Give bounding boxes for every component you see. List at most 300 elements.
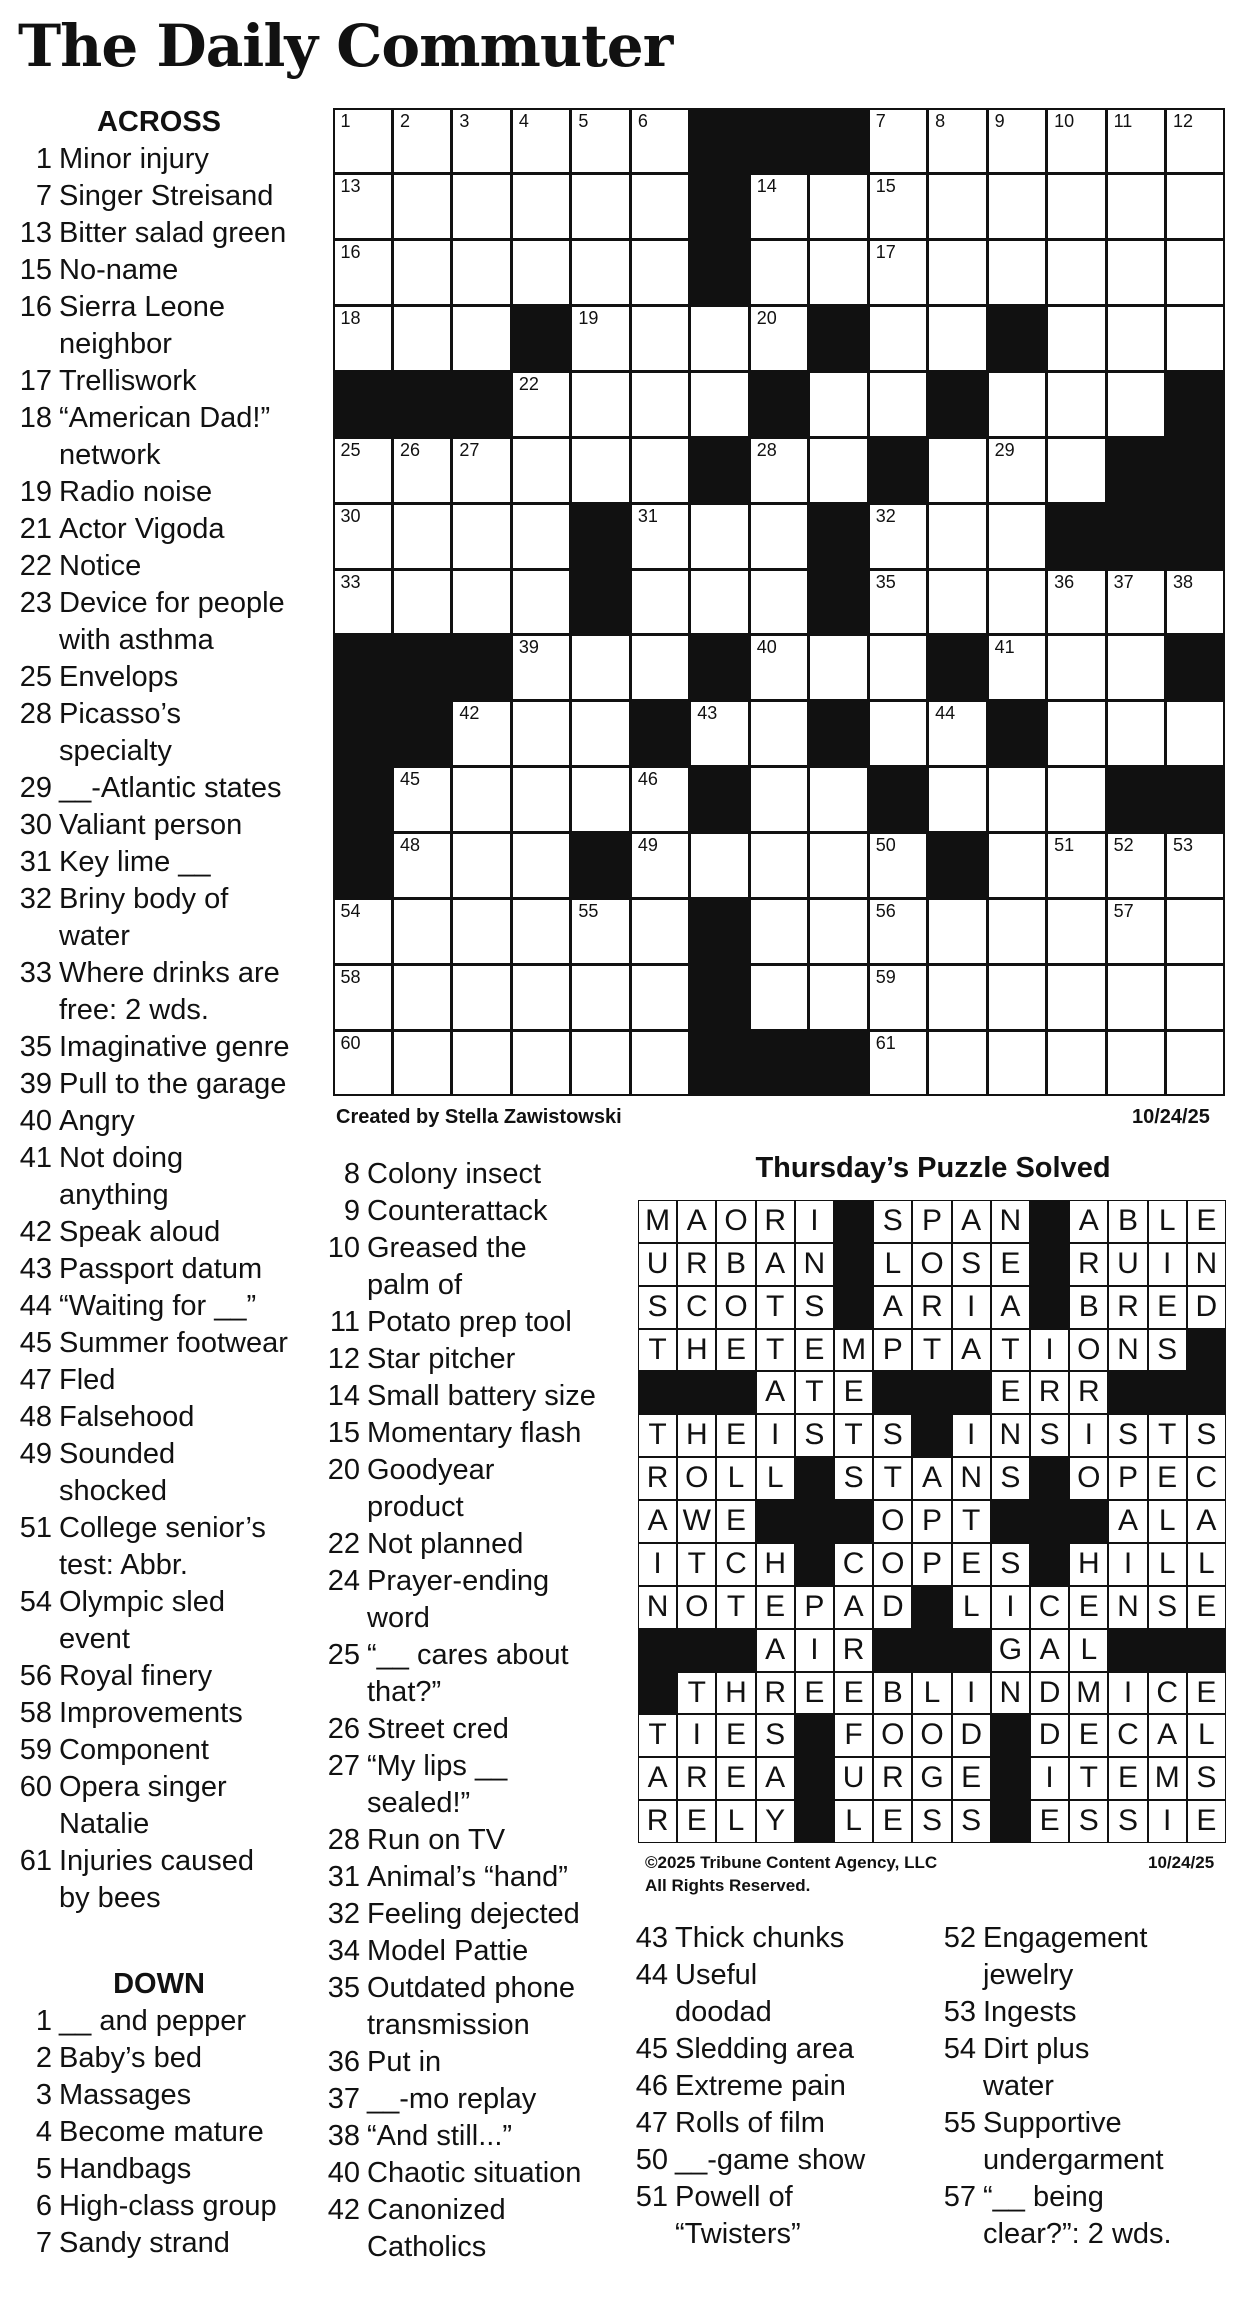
clue-text: [59, 1658, 314, 1695]
grid-cell[interactable]: [513, 373, 569, 436]
grid-cell[interactable]: [632, 900, 688, 963]
grid-cell[interactable]: [453, 241, 509, 304]
solution-cell: [1149, 1715, 1186, 1756]
grid-cell[interactable]: [751, 241, 807, 304]
grid-cell[interactable]: [870, 110, 926, 173]
solution-letter: A: [647, 1504, 668, 1538]
grid-cell[interactable]: [810, 768, 866, 831]
grid-cell[interactable]: [394, 1032, 450, 1095]
grid-cell[interactable]: [1167, 241, 1223, 304]
grid-cell[interactable]: [632, 768, 688, 831]
grid-cell[interactable]: [513, 571, 569, 634]
grid-cell[interactable]: [335, 900, 391, 963]
grid-cell[interactable]: [335, 439, 391, 502]
grid-cell[interactable]: [989, 505, 1045, 568]
grid-cell[interactable]: [1167, 571, 1223, 634]
grid-cell[interactable]: [513, 834, 569, 897]
grid-cell[interactable]: [394, 439, 450, 502]
solution-cell: [1070, 1330, 1107, 1371]
grid-cell[interactable]: [1048, 768, 1104, 831]
grid-cell[interactable]: [335, 307, 391, 370]
grid-cell[interactable]: [572, 702, 628, 765]
grid-cell[interactable]: [870, 834, 926, 897]
solution-letter: E: [1157, 1461, 1178, 1495]
grid-cell[interactable]: [572, 966, 628, 1029]
clue-number: 41: [19, 1142, 52, 1174]
solution-cell: [678, 1330, 715, 1371]
grid-cell[interactable]: [989, 439, 1045, 502]
clue-text: [59, 1843, 314, 1917]
grid-cell[interactable]: [1108, 636, 1164, 699]
grid-cell[interactable]: [870, 175, 926, 238]
solution-letter: A: [921, 1461, 942, 1495]
solution-cell: [1149, 1201, 1186, 1242]
grid-cell[interactable]: [394, 834, 450, 897]
solution-title: Thursday’s Puzzle Solved: [755, 1152, 1111, 1184]
grid-cell[interactable]: [870, 1032, 926, 1095]
grid-cell[interactable]: [870, 636, 926, 699]
grid-cell[interactable]: [1048, 900, 1104, 963]
grid-cell[interactable]: [453, 834, 509, 897]
clue-text: [983, 2031, 1238, 2105]
grid-cell[interactable]: [1048, 571, 1104, 634]
grid-cell[interactable]: [513, 241, 569, 304]
grid-cell[interactable]: [929, 1032, 985, 1095]
grid-cell[interactable]: [632, 307, 688, 370]
grid-cell[interactable]: [870, 373, 926, 436]
grid-cell[interactable]: [929, 241, 985, 304]
grid-cell[interactable]: [1167, 1032, 1223, 1095]
clue-text-line: Not doing: [59, 1142, 184, 1174]
grid-cell[interactable]: [929, 900, 985, 963]
grid-cell[interactable]: [572, 636, 628, 699]
solution-cell: [835, 1801, 872, 1842]
grid-cell[interactable]: [1108, 571, 1164, 634]
solution-letter: E: [1000, 1375, 1021, 1409]
grid-cell[interactable]: [335, 571, 391, 634]
grid-cell[interactable]: [691, 834, 747, 897]
clue-item: [322, 2155, 622, 2192]
grid-cell[interactable]: [810, 900, 866, 963]
solution-cell: [1070, 1673, 1107, 1714]
grid-cell[interactable]: [929, 966, 985, 1029]
grid-cell[interactable]: [572, 110, 628, 173]
grid-cell[interactable]: [1167, 110, 1223, 173]
grid-cell[interactable]: [1108, 966, 1164, 1029]
grid-cell[interactable]: [513, 966, 569, 1029]
grid-cell[interactable]: [513, 702, 569, 765]
cell-number: 12: [1173, 110, 1194, 131]
grid-cell[interactable]: [394, 768, 450, 831]
grid-block: [394, 636, 450, 699]
grid-cell[interactable]: [632, 636, 688, 699]
grid-cell[interactable]: [870, 241, 926, 304]
grid-cell[interactable]: [572, 768, 628, 831]
clue-number: 44: [635, 1959, 668, 1991]
grid-cell[interactable]: [989, 175, 1045, 238]
clue-text: [367, 1896, 622, 1933]
solution-cell: [913, 1287, 950, 1328]
grid-block: [691, 439, 747, 502]
grid-cell[interactable]: [1048, 175, 1104, 238]
clue-number: 30: [19, 809, 52, 841]
solution-cell: [913, 1458, 950, 1499]
grid-cell[interactable]: [810, 373, 866, 436]
cell-number: 5: [578, 110, 589, 131]
clue-item: [14, 215, 314, 252]
grid-cell[interactable]: [394, 966, 450, 1029]
cell-number: 59: [875, 966, 896, 987]
grid-cell[interactable]: [513, 1032, 569, 1095]
grid-cell[interactable]: [691, 702, 747, 765]
grid-cell[interactable]: [632, 373, 688, 436]
grid-cell[interactable]: [751, 571, 807, 634]
grid-cell[interactable]: [751, 636, 807, 699]
grid-cell[interactable]: [453, 900, 509, 963]
clue-text-line: Improvements: [59, 1697, 243, 1729]
grid-cell[interactable]: [513, 110, 569, 173]
grid-cell[interactable]: [632, 505, 688, 568]
grid-cell[interactable]: [1048, 373, 1104, 436]
solution-letter: S: [1000, 1546, 1021, 1580]
solution-letter: L: [1198, 1718, 1215, 1752]
clue-text-line: with asthma: [59, 624, 214, 656]
grid-cell[interactable]: [691, 307, 747, 370]
grid-cell[interactable]: [453, 966, 509, 1029]
grid-cell[interactable]: [513, 439, 569, 502]
solution-cell: [1070, 1372, 1107, 1413]
grid-cell[interactable]: [572, 241, 628, 304]
solution-cell: [913, 1673, 950, 1714]
grid-cell[interactable]: [929, 571, 985, 634]
solution-block: [913, 1372, 950, 1413]
cell-number: 20: [756, 308, 777, 329]
clue-text: [367, 1563, 622, 1637]
grid-cell[interactable]: [810, 175, 866, 238]
solution-letter: E: [961, 1546, 982, 1580]
solution-letter: R: [646, 1461, 669, 1495]
grid-cell[interactable]: [989, 966, 1045, 1029]
grid-cell[interactable]: [1108, 241, 1164, 304]
grid-cell[interactable]: [632, 1032, 688, 1095]
grid-cell[interactable]: [632, 110, 688, 173]
solution-letter: N: [1117, 1332, 1139, 1366]
grid-cell[interactable]: [751, 768, 807, 831]
solution-letter: T: [1079, 1761, 1098, 1795]
grid-cell[interactable]: [929, 702, 985, 765]
grid-cell[interactable]: [453, 571, 509, 634]
grid-block: [989, 702, 1045, 765]
solution-cell: [757, 1758, 794, 1799]
clue-item: [14, 1251, 314, 1288]
solution-cell: [1149, 1287, 1186, 1328]
crossword-grid[interactable]: [333, 108, 1225, 1096]
clue-number: 27: [327, 1750, 360, 1782]
clue-item: [14, 474, 314, 511]
solution-cell: [678, 1673, 715, 1714]
solution-letter: A: [843, 1589, 864, 1623]
clue-item: [14, 1029, 314, 1066]
clue-item: [14, 696, 314, 770]
grid-cell[interactable]: [394, 505, 450, 568]
clue-text-line: Counterattack: [367, 1195, 548, 1227]
cell-number: 58: [340, 966, 361, 987]
grid-cell[interactable]: [929, 768, 985, 831]
grid-cell[interactable]: [572, 175, 628, 238]
solution-cell: [1188, 1758, 1225, 1799]
grid-cell[interactable]: [870, 505, 926, 568]
clue-item: [14, 1843, 314, 1917]
clue-text-line: network: [59, 439, 161, 471]
cell-number: 31: [637, 505, 658, 526]
grid-cell[interactable]: [394, 307, 450, 370]
grid-cell[interactable]: [1048, 636, 1104, 699]
grid-cell[interactable]: [513, 636, 569, 699]
grid-cell[interactable]: [989, 900, 1045, 963]
grid-cell[interactable]: [751, 175, 807, 238]
grid-cell[interactable]: [1108, 834, 1164, 897]
grid-cell[interactable]: [691, 505, 747, 568]
down-clues-column-3: [630, 1920, 930, 2253]
grid-cell[interactable]: [453, 768, 509, 831]
grid-cell[interactable]: [632, 966, 688, 1029]
clue-text: [59, 178, 314, 215]
grid-cell[interactable]: [751, 307, 807, 370]
grid-cell[interactable]: [1108, 702, 1164, 765]
grid-cell[interactable]: [513, 900, 569, 963]
grid-cell[interactable]: [394, 571, 450, 634]
solution-cell: [757, 1630, 794, 1671]
grid-cell[interactable]: [1167, 900, 1223, 963]
solution-letter: T: [962, 1504, 981, 1538]
puzzle-credit: Created by Stella Zawistowski: [336, 1106, 622, 1128]
solution-block: [796, 1715, 833, 1756]
grid-cell[interactable]: [989, 241, 1045, 304]
grid-cell[interactable]: [1048, 439, 1104, 502]
grid-cell[interactable]: [989, 373, 1045, 436]
solution-letter: P: [1117, 1461, 1138, 1495]
cell-number: 55: [578, 900, 599, 921]
grid-cell[interactable]: [1167, 834, 1223, 897]
grid-cell[interactable]: [453, 175, 509, 238]
solution-letter: I: [1123, 1675, 1133, 1709]
grid-cell[interactable]: [513, 175, 569, 238]
grid-cell[interactable]: [1048, 241, 1104, 304]
clue-item: [322, 1415, 622, 1452]
solution-cell: [639, 1244, 676, 1285]
grid-block: [1108, 439, 1164, 502]
grid-cell[interactable]: [751, 966, 807, 1029]
solution-cell: [678, 1415, 715, 1456]
grid-cell[interactable]: [929, 439, 985, 502]
grid-cell[interactable]: [513, 505, 569, 568]
clue-item: [322, 1563, 622, 1637]
grid-cell[interactable]: [691, 373, 747, 436]
grid-cell[interactable]: [632, 439, 688, 502]
grid-cell[interactable]: [1108, 1032, 1164, 1095]
solution-cell: [639, 1801, 676, 1842]
cell-number: 48: [399, 835, 420, 856]
clue-text-line: College senior’s: [59, 1512, 266, 1544]
clue-number: 35: [19, 1031, 52, 1063]
solution-letter: S: [1157, 1589, 1178, 1623]
clue-text-line: Model Pattie: [367, 1935, 529, 1967]
grid-cell[interactable]: [751, 505, 807, 568]
grid-cell[interactable]: [1048, 834, 1104, 897]
clue-number: 42: [19, 1216, 52, 1248]
grid-cell[interactable]: [1108, 307, 1164, 370]
solution-block: [1031, 1501, 1068, 1542]
grid-cell[interactable]: [335, 505, 391, 568]
solution-cell: [992, 1330, 1029, 1371]
grid-cell[interactable]: [572, 900, 628, 963]
grid-cell[interactable]: [335, 110, 391, 173]
grid-cell[interactable]: [453, 1032, 509, 1095]
grid-cell[interactable]: [929, 505, 985, 568]
clue-number: 38: [327, 2120, 360, 2152]
clue-text: [675, 1957, 930, 2031]
grid-cell[interactable]: [394, 241, 450, 304]
clue-text: [59, 696, 314, 770]
solution-block: [1031, 1544, 1068, 1585]
clue-text-line: product: [367, 1491, 464, 1523]
grid-cell[interactable]: [1048, 307, 1104, 370]
grid-cell[interactable]: [989, 110, 1045, 173]
grid-cell[interactable]: [572, 373, 628, 436]
grid-cell[interactable]: [572, 439, 628, 502]
solution-cell: [874, 1587, 911, 1628]
grid-cell[interactable]: [394, 900, 450, 963]
grid-cell[interactable]: [632, 241, 688, 304]
clue-text-line: water: [983, 2070, 1054, 2102]
solution-letter: N: [999, 1418, 1022, 1452]
grid-cell[interactable]: [751, 834, 807, 897]
solution-block: [1109, 1630, 1146, 1671]
solution-cell: [757, 1287, 794, 1328]
grid-cell[interactable]: [751, 702, 807, 765]
grid-cell[interactable]: [335, 175, 391, 238]
solution-cell: [1070, 1758, 1107, 1799]
grid-cell[interactable]: [929, 307, 985, 370]
grid-cell[interactable]: [453, 702, 509, 765]
grid-cell[interactable]: [1108, 373, 1164, 436]
grid-block: [1167, 373, 1223, 436]
grid-cell[interactable]: [335, 1032, 391, 1095]
clue-item: [630, 1957, 930, 2031]
grid-cell[interactable]: [513, 768, 569, 831]
clue-text: [59, 1325, 314, 1362]
clue-text: [59, 2040, 314, 2077]
grid-cell[interactable]: [870, 307, 926, 370]
grid-cell[interactable]: [810, 966, 866, 1029]
clue-item: [630, 2179, 930, 2253]
solution-cell: [1188, 1458, 1225, 1499]
grid-block: [572, 571, 628, 634]
clue-text-line: Sandy strand: [59, 2227, 230, 2259]
grid-cell[interactable]: [1048, 966, 1104, 1029]
grid-cell[interactable]: [1048, 110, 1104, 173]
solution-letter: N: [803, 1246, 826, 1280]
solution-cell: [992, 1287, 1029, 1328]
grid-cell[interactable]: [929, 175, 985, 238]
grid-cell[interactable]: [632, 834, 688, 897]
grid-cell[interactable]: [1108, 175, 1164, 238]
grid-cell[interactable]: [1167, 175, 1223, 238]
grid-cell[interactable]: [870, 900, 926, 963]
clue-text-line: “Waiting for __”: [59, 1290, 257, 1322]
grid-cell[interactable]: [1048, 1032, 1104, 1095]
solution-letter: D: [960, 1718, 983, 1752]
grid-cell[interactable]: [870, 966, 926, 1029]
grid-cell[interactable]: [870, 571, 926, 634]
solution-cell: [913, 1244, 950, 1285]
grid-cell[interactable]: [989, 636, 1045, 699]
grid-cell[interactable]: [870, 702, 926, 765]
grid-cell[interactable]: [335, 966, 391, 1029]
grid-cell[interactable]: [1108, 900, 1164, 963]
grid-cell[interactable]: [1167, 307, 1223, 370]
clue-number: 19: [19, 476, 52, 508]
grid-block: [453, 373, 509, 436]
grid-cell[interactable]: [810, 636, 866, 699]
grid-cell[interactable]: [810, 241, 866, 304]
grid-cell[interactable]: [989, 768, 1045, 831]
grid-cell[interactable]: [453, 439, 509, 502]
grid-cell[interactable]: [1167, 966, 1223, 1029]
clue-item: [322, 2044, 622, 2081]
grid-cell[interactable]: [572, 1032, 628, 1095]
grid-cell[interactable]: [632, 571, 688, 634]
grid-block: [691, 636, 747, 699]
clue-text: [59, 474, 314, 511]
grid-cell[interactable]: [394, 110, 450, 173]
solution-cell: [1031, 1587, 1068, 1628]
clue-text-line: Picasso’s: [59, 698, 181, 730]
clue-item: [322, 2192, 622, 2266]
grid-cell[interactable]: [691, 571, 747, 634]
clue-text: [59, 2003, 314, 2040]
grid-cell[interactable]: [810, 439, 866, 502]
solution-cell: [913, 1330, 950, 1371]
grid-cell[interactable]: [453, 110, 509, 173]
grid-cell[interactable]: [929, 110, 985, 173]
solution-letter: L: [1158, 1546, 1176, 1580]
solution-cell: [1070, 1587, 1107, 1628]
grid-cell[interactable]: [751, 439, 807, 502]
grid-cell[interactable]: [453, 505, 509, 568]
grid-cell[interactable]: [989, 834, 1045, 897]
grid-cell[interactable]: [335, 241, 391, 304]
grid-cell[interactable]: [394, 175, 450, 238]
grid-cell[interactable]: [632, 175, 688, 238]
solution-cell: [835, 1715, 872, 1756]
clue-item: [14, 1584, 314, 1658]
grid-cell[interactable]: [453, 307, 509, 370]
grid-cell[interactable]: [1108, 110, 1164, 173]
grid-cell[interactable]: [989, 571, 1045, 634]
grid-cell[interactable]: [1167, 702, 1223, 765]
grid-cell[interactable]: [810, 834, 866, 897]
clue-text: [59, 770, 314, 807]
grid-cell[interactable]: [1048, 702, 1104, 765]
solution-cell: [717, 1201, 754, 1242]
solution-letter: E: [843, 1675, 864, 1709]
grid-cell[interactable]: [572, 307, 628, 370]
grid-cell[interactable]: [989, 1032, 1045, 1095]
grid-cell[interactable]: [751, 900, 807, 963]
clue-text: [59, 252, 314, 289]
clue-text-line: Engagement: [983, 1922, 1148, 1954]
